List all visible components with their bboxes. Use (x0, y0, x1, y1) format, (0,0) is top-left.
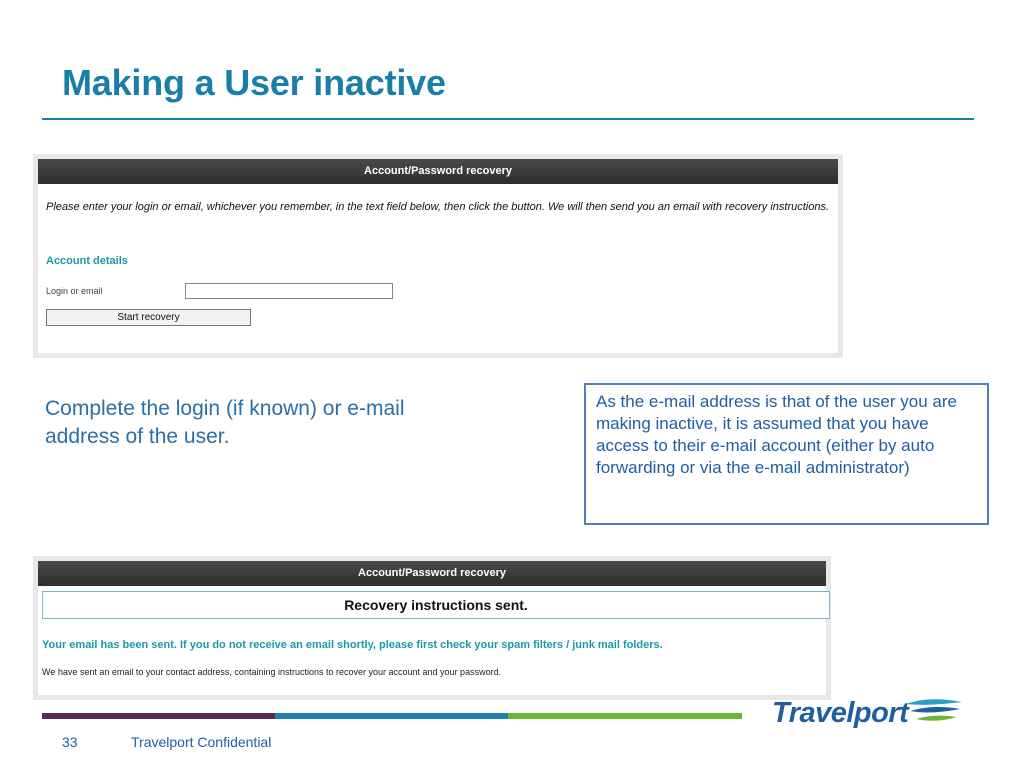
footer-bar-blue (275, 713, 508, 719)
email-sent-message: Your email has been sent. If you do not receive an email shortly, please first check your spam filters / junk mail folders. (42, 639, 663, 651)
callout-box: As the e-mail address is that of the user you are making inactive, it is assumed that you have access to their e-mail account (either by auto forwarding or via the e-mail administrator) (584, 383, 989, 525)
login-or-email-input[interactable] (185, 283, 393, 299)
account-details-heading: Account details (46, 255, 128, 267)
start-recovery-button[interactable]: Start recovery (46, 309, 251, 326)
title-divider (42, 118, 974, 120)
recovery-form-screenshot (33, 154, 843, 358)
recovery-form-intro: Please enter your login or email, whichever you remember, in the text field below, then click the button. We will then send you an email with recovery instructions. (46, 201, 830, 213)
travelport-logo-icon (904, 696, 964, 726)
email-sent-detail: We have sent an email to your contact address, containing instructions to recover your account and your password. (42, 667, 502, 677)
recovery-sent-screenshot (33, 556, 831, 700)
login-or-email-label: Login or email (46, 286, 103, 296)
recovery-sent-header: Account/Password recovery (38, 561, 826, 586)
recovery-form-header: Account/Password recovery (38, 159, 838, 184)
travelport-logo-text: Travelport (772, 697, 909, 729)
footer-bar-purple (42, 713, 275, 719)
confidential-label: Travelport Confidential (131, 734, 272, 750)
page-number: 33 (62, 734, 78, 750)
slide-title: Making a User inactive (62, 62, 446, 103)
footer-bar-green (508, 713, 742, 719)
recovery-sent-status: Recovery instructions sent. (42, 591, 830, 619)
instruction-text: Complete the login (if known) or e-mail address of the user. (45, 397, 405, 448)
